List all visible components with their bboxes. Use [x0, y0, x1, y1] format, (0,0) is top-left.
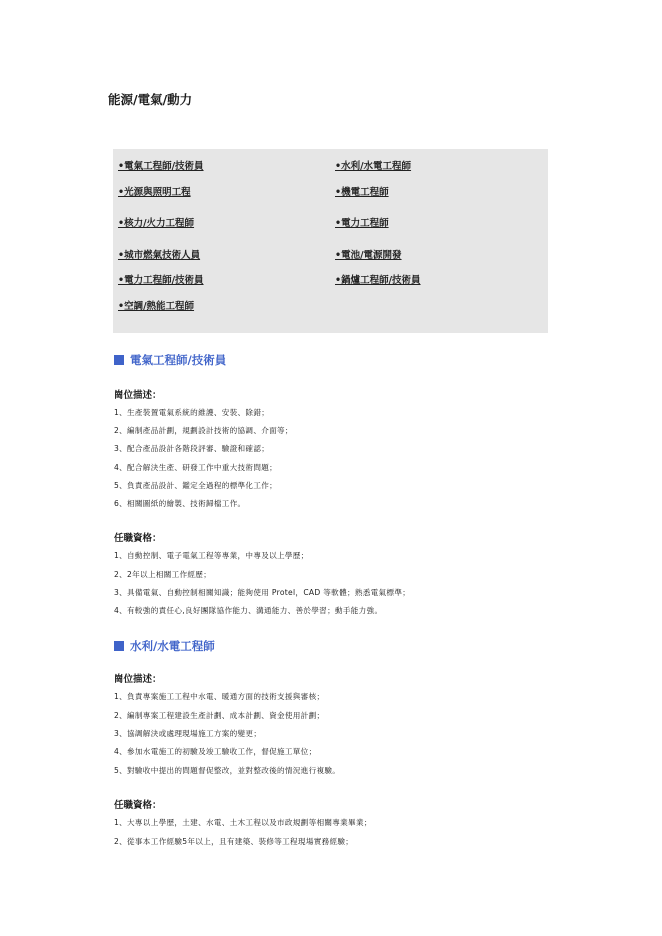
- duties-heading: 崗位描述：: [114, 674, 162, 685]
- duty-line: 6、相關圖紙的繪製、技術歸檔工作。: [114, 499, 246, 508]
- duty-line: 1、負責專案施工工程中水電、暖通方面的技術支援與審核；: [114, 692, 325, 701]
- link-battery-development[interactable]: •電池/電源開發: [335, 250, 402, 261]
- category-link-panel: [113, 149, 548, 333]
- duties-heading: 崗位描述：: [114, 390, 162, 401]
- link-gas-technician[interactable]: •城市燃氣技術人員: [118, 250, 201, 261]
- link-hydraulic-engineer[interactable]: •水利/水電工程師: [335, 161, 412, 172]
- duty-line: 5、負責產品設計、鑑定全過程的標準化工作；: [114, 481, 278, 490]
- requirements-heading: 任職資格：: [114, 800, 162, 811]
- duty-line: 5、對驗收中提出的問題督促整改，並對整改後的情況進行複驗。: [114, 766, 341, 775]
- requirement-line: 2、2年以上相關工作經歷；: [114, 570, 212, 579]
- square-bullet-icon: [114, 641, 124, 651]
- section-title: 電氣工程師/技術員: [114, 352, 226, 368]
- duty-line: 1、生產裝置電氣系統的維護、安裝、除錯；: [114, 408, 270, 417]
- link-power-engineer[interactable]: •電力工程師: [335, 218, 389, 229]
- square-bullet-icon: [114, 355, 124, 365]
- duty-line: 4、參加水電施工的初驗及竣工驗收工作，督促施工單位；: [114, 747, 317, 756]
- link-power-technician[interactable]: •電力工程師/技術員: [118, 275, 204, 286]
- requirement-line: 3、具備電氣、自動控制相關知識；能夠使用 Protel，CAD 等軟體；熟悉電氣標準；: [114, 588, 411, 597]
- link-boiler-engineer[interactable]: •鍋爐工程師/技術員: [335, 275, 421, 286]
- link-hvac-engineer[interactable]: •空調/熱能工程師: [118, 301, 195, 312]
- requirements-heading: 任職資格：: [114, 533, 162, 544]
- requirement-line: 1、自動控制、電子電氣工程等專業，中專及以上學歷；: [114, 551, 309, 560]
- duty-line: 2、編制專案工程建設生產計劃、成本計劃、資金使用計劃；: [114, 711, 325, 720]
- link-lighting-engineering[interactable]: •光源與照明工程: [118, 187, 191, 198]
- requirement-line: 4、有較強的責任心,良好團隊協作能力、溝通能力、善於學習；動手能力強。: [114, 606, 383, 615]
- duty-line: 3、配合產品設計各階段評審、驗證和確認；: [114, 444, 270, 453]
- link-mechatronics-engineer[interactable]: •機電工程師: [335, 187, 389, 198]
- link-electrical-engineer[interactable]: •電氣工程師/技術員: [118, 161, 204, 172]
- link-nuclear-thermal-engineer[interactable]: •核力/火力工程師: [118, 218, 195, 229]
- duty-line: 4、配合解決生產、研發工作中重大技術問題；: [114, 463, 278, 472]
- page-title: 能源/電氣/動力: [108, 92, 193, 107]
- requirement-line: 2、從事本工作經驗5年以上，且有建築、裝修等工程現場實務經驗；: [114, 837, 354, 846]
- duty-line: 3、協調解決或處理現場施工方案的變更；: [114, 729, 262, 738]
- section-title: 水利/水電工程師: [114, 638, 215, 654]
- duty-line: 2、編制產品計劃，規劃設計技術的協調、介面等；: [114, 426, 293, 435]
- requirement-line: 1、大專以上學歷，土建、水電、土木工程以及市政規劃等相關專業畢業；: [114, 818, 372, 827]
